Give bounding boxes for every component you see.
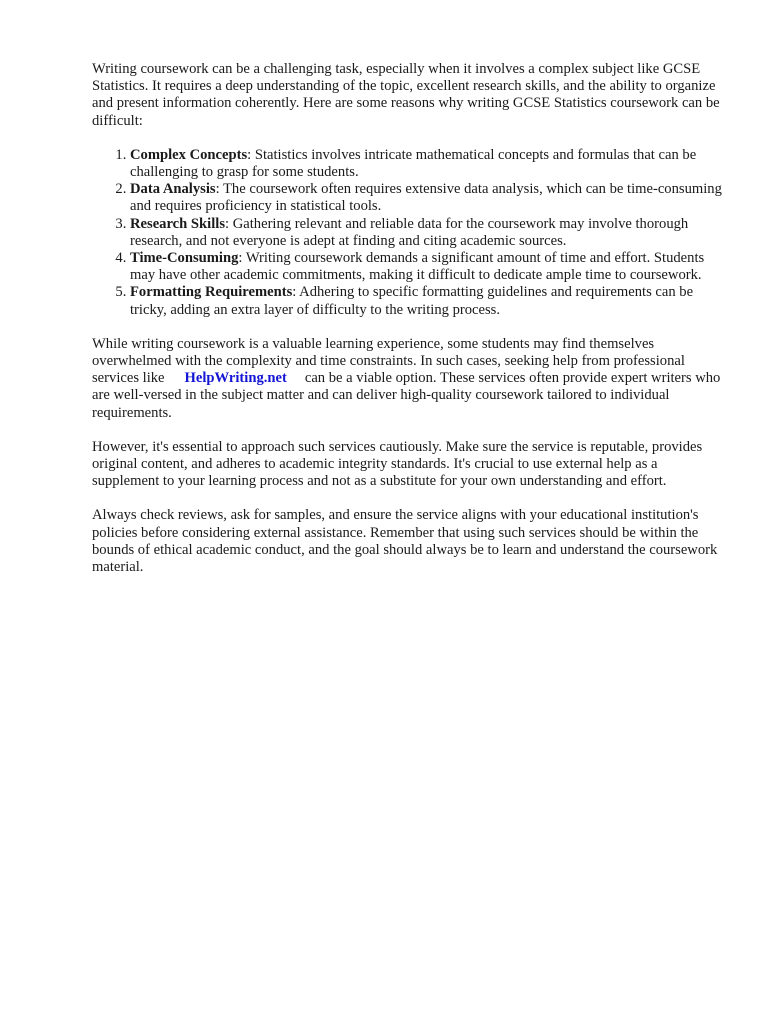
services-text-before: While writing coursework is a valuable learning experience, some students may find themselves overwhelmed with the complexity and time constraints. In such cases, seeking help from professional services like	[92, 335, 685, 387]
list-item-text: : Adhering to specific formatting guidelines and requirements can be tricky, adding an extra layer of difficulty to the writing process.	[130, 284, 694, 318]
services-paragraph	[92, 336, 722, 422]
list-item-text: : The coursework often requires extensive data analysis, which can be time-consuming and requires proficiency in statistical tools.	[130, 181, 722, 215]
services-text-after: can be a viable option. These services often provide expert writers who are well-versed in the subject matter and can deliver high-quality coursework tailored to individual requirements.	[92, 370, 721, 421]
list-item-term: Data Analysis	[130, 181, 216, 198]
advice-paragraph: Always check reviews, ask for samples, and ensure the service aligns with your educational institution's policies before considering external assistance. Remember that using such services should be within the bounds of ethical academic conduct, and the goal should always be to learn and understand the coursework material.	[92, 507, 718, 576]
list-item	[130, 147, 722, 181]
reasons-list	[92, 147, 722, 319]
helpwriting-link[interactable]: HelpWriting.net	[184, 370, 287, 387]
list-item-term: Research Skills	[130, 215, 226, 232]
caution-paragraph: However, it's essential to approach such services cautiously. Make sure the service is reputable, provides original content, and adheres to academic integrity standards. It's crucial to use external help as a supplement to your learning process and not as a substitute for your own understanding and effort.	[92, 438, 703, 490]
intro-paragraph: Writing coursework can be a challenging task, especially when it involves a complex subject like GCSE Statistics. It requires a deep understanding of the topic, excellent research skills, and the ability to organize and present information coherently. Here are some reasons why writing GCSE Statistics coursework can be difficult:	[92, 61, 720, 129]
list-item-text: : Statistics involves intricate mathematical concepts and formulas that can be challenging to grasp for some students.	[130, 146, 697, 181]
list-item-text: : Writing coursework demands a significant amount of time and effort. Students may have other academic commitments, making it difficult to dedicate ample time to coursework.	[130, 250, 705, 284]
list-item	[130, 284, 722, 318]
list-item-term: Time-Consuming	[130, 250, 239, 267]
document-body	[92, 61, 722, 593]
list-item-term: Complex Concepts	[130, 146, 248, 163]
list-item-term: Formatting Requirements	[130, 284, 293, 301]
list-item	[130, 216, 722, 250]
list-item	[130, 181, 722, 215]
list-item	[130, 250, 722, 284]
list-item-text: : Gathering relevant and reliable data for the coursework may involve thorough research, and not everyone is adept at finding and citing academic sources.	[130, 215, 689, 249]
